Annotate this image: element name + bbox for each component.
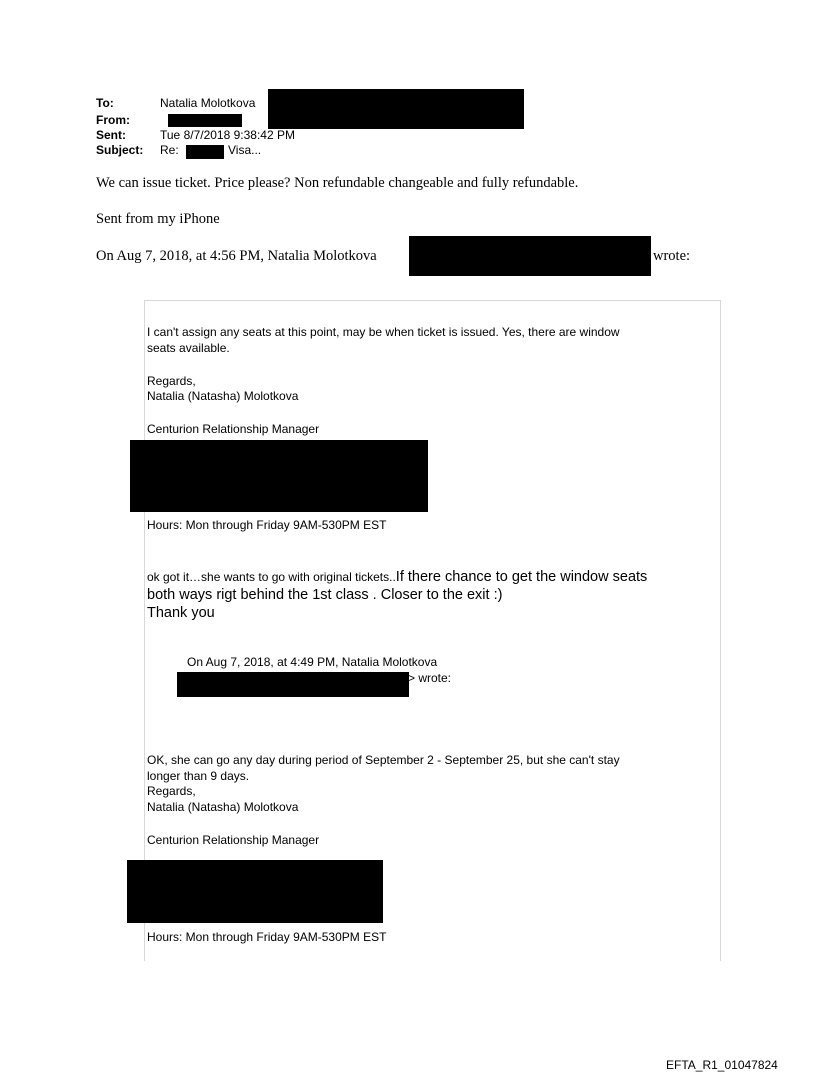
subject-tail: Visa...	[228, 143, 262, 157]
quoted-title-3: Centurion Relationship Manager	[147, 833, 320, 847]
redaction-from	[168, 114, 242, 127]
quoted-name-1: Natalia (Natasha) Molotkova	[147, 389, 299, 403]
redaction-attr2-email	[177, 672, 409, 697]
redaction-attribution-email	[409, 236, 651, 276]
reply-text: We can issue ticket. Price please? Non refundable changeable and fully refundable.	[96, 175, 579, 191]
from-label: From:	[96, 113, 130, 127]
quoted-hours-1: Hours: Mon through Friday 9AM-530PM EST	[147, 518, 387, 532]
subject-re: Re:	[160, 143, 179, 157]
quoted-regards-3: Regards,	[147, 784, 196, 798]
quoted-attr2-line1: On Aug 7, 2018, at 4:49 PM, Natalia Molotkova	[187, 655, 438, 669]
quoted-title-1: Centurion Relationship Manager	[147, 422, 320, 436]
quoted-hours-3: Hours: Mon through Friday 9AM-530PM EST	[147, 930, 387, 944]
redaction-subject	[186, 145, 224, 159]
quoted-para1-line2: seats available.	[147, 341, 230, 355]
quoted-msg2-small: ok got it…she wants to go with original tickets..	[147, 570, 396, 584]
quoted-name-3: Natalia (Natasha) Molotkova	[147, 800, 299, 814]
to-value: Natalia Molotkova	[160, 96, 256, 110]
quoted-msg2-large: If there chance to get the window seats	[395, 569, 648, 585]
quoted-attr2-wrote: > wrote:	[408, 671, 452, 685]
quoted-msg2-line2: both ways rigt behind the 1st class . Closer to the exit :)	[147, 587, 503, 603]
quoted-msg2-line1	[147, 568, 647, 586]
quoted-para3-line2: longer than 9 days.	[147, 769, 250, 783]
redaction-contact-1	[130, 440, 428, 512]
reply-attribution: On Aug 7, 2018, at 4:56 PM, Natalia Molotkova	[96, 248, 377, 264]
quoted-para1-line1: I can't assign any seats at this point, may be when ticket is issued. Yes, there are window	[147, 325, 620, 339]
quoted-regards-1: Regards,	[147, 374, 196, 388]
sent-label: Sent:	[96, 128, 126, 142]
sent-value: Tue 8/7/2018 9:38:42 PM	[160, 128, 295, 142]
quoted-msg2-line3: Thank you	[147, 605, 215, 621]
reply-attribution-wrote: wrote:	[653, 248, 691, 264]
redaction-to-address	[268, 89, 524, 129]
subject-label: Subject:	[96, 143, 144, 157]
document-id: EFTA_R1_01047824	[666, 1058, 778, 1072]
quoted-para3-line1: OK, she can go any day during period of September 2 - September 25, but she can't stay	[147, 753, 620, 767]
reply-signature: Sent from my iPhone	[96, 211, 220, 227]
redaction-contact-3	[127, 860, 383, 923]
to-label: To:	[96, 96, 114, 110]
